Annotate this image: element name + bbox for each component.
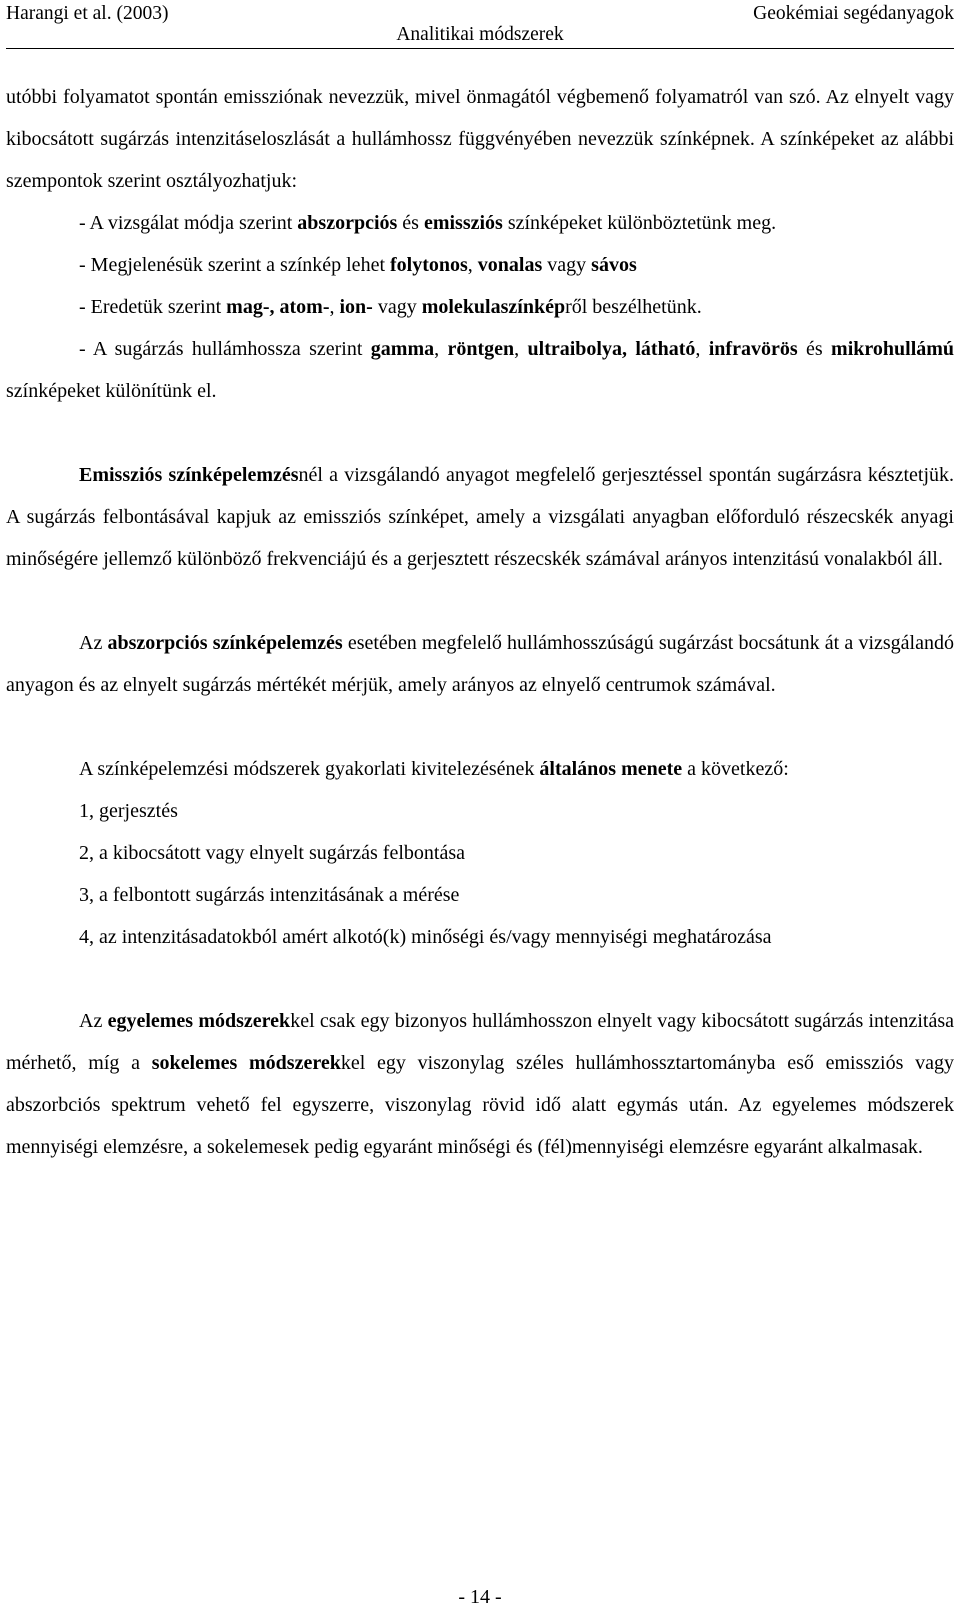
paragraph-intro: utóbbi folyamatot spontán emissziónak nevezzük, mivel önmagától végbemenő folyamatról van szó. Az elnyelt vagy kibocsátott sugárzás intenzitáseloszlását a hullámhossz függvényében nevezzük színképnek. A színképeket az alábbi szempontok szerint osztályozhatjuk: [6,86,954,192]
list-item-wavelength: - A sugárzás hullámhossza szerint gamma, röntgen, ultraibolya, látható, infravörös és mikrohullámú színképeket különítünk el. [6,338,955,402]
page-number: - 14 - [458,1586,502,1608]
list-item-method: - A vizsgálat módja szerint abszorpciós és emissziós színképeket különböztetünk meg. [79,212,777,234]
header-chapter: Analitikai módszerek [396,24,564,45]
step-item: 3, a felbontott sugárzás intenzitásának a mérése [79,884,460,906]
step-item: 4, az intenzitásadatokból amért alkotó(k) minőségi és/vagy mennyiségi meghatározása [79,926,772,948]
page-header [6,2,954,50]
header-rule [6,48,954,49]
list-item-origin: - Eredetük szerint mag-, atom-, ion- vagy molekulaszínképről beszélhetünk. [79,296,702,318]
step-item: 1, gerjesztés [79,800,178,822]
header-authors: Harangi et al. (2003) [6,3,169,24]
list-item-appearance: - Megjelenésük szerint a színkép lehet folytonos, vonalas vagy sávos [79,254,637,276]
header-series: Geokémiai segédanyagok [753,3,954,24]
paragraph-emission: Emissziós színképelemzésnél a vizsgálandó anyagot megfelelő gerjesztéssel spontán sugárzásra késztetjük. A sugárzás felbontásával kapjuk az emissziós színképet, amely a vizsgálati anyagban előforduló részecskék anyagi minőségére jellemző különböző frekvenciájú és a gerjesztett részecskék számával arányos intenzitású vonalakból áll. [6,464,954,570]
document-body [6,76,954,1168]
paragraph-methods: Az egyelemes módszerekkel csak egy bizonyos hullámhosszon elnyelt vagy kibocsátott sugárzás intenzitása mérhető, míg a sokelemes módszerekkel egy viszonylag széles hullámhossztartományba eső emissziós vagy abszorbciós spektrum vehető fel egyszerre, viszonylag rövid idő alatt egymás után. Az egyelemes módszerek mennyiségi elemzésre, a sokelemesek pedig egyaránt minőségi és (fél)mennyiségi elemzésre egyaránt alkalmasak. [6,1010,954,1158]
paragraph-absorption: Az abszorpciós színképelemzés esetében megfelelő hullámhosszúságú sugárzást bocsátunk át a vizsgálandó anyagon és az elnyelt sugárzás mértékét mérjük, amely arányos az elnyelő centrumok számával. [6,632,954,696]
paragraph-procedure: A színképelemzési módszerek gyakorlati kivitelezésének általános menete a következő: [79,758,789,780]
step-item: 2, a kibocsátott vagy elnyelt sugárzás felbontása [79,842,465,864]
